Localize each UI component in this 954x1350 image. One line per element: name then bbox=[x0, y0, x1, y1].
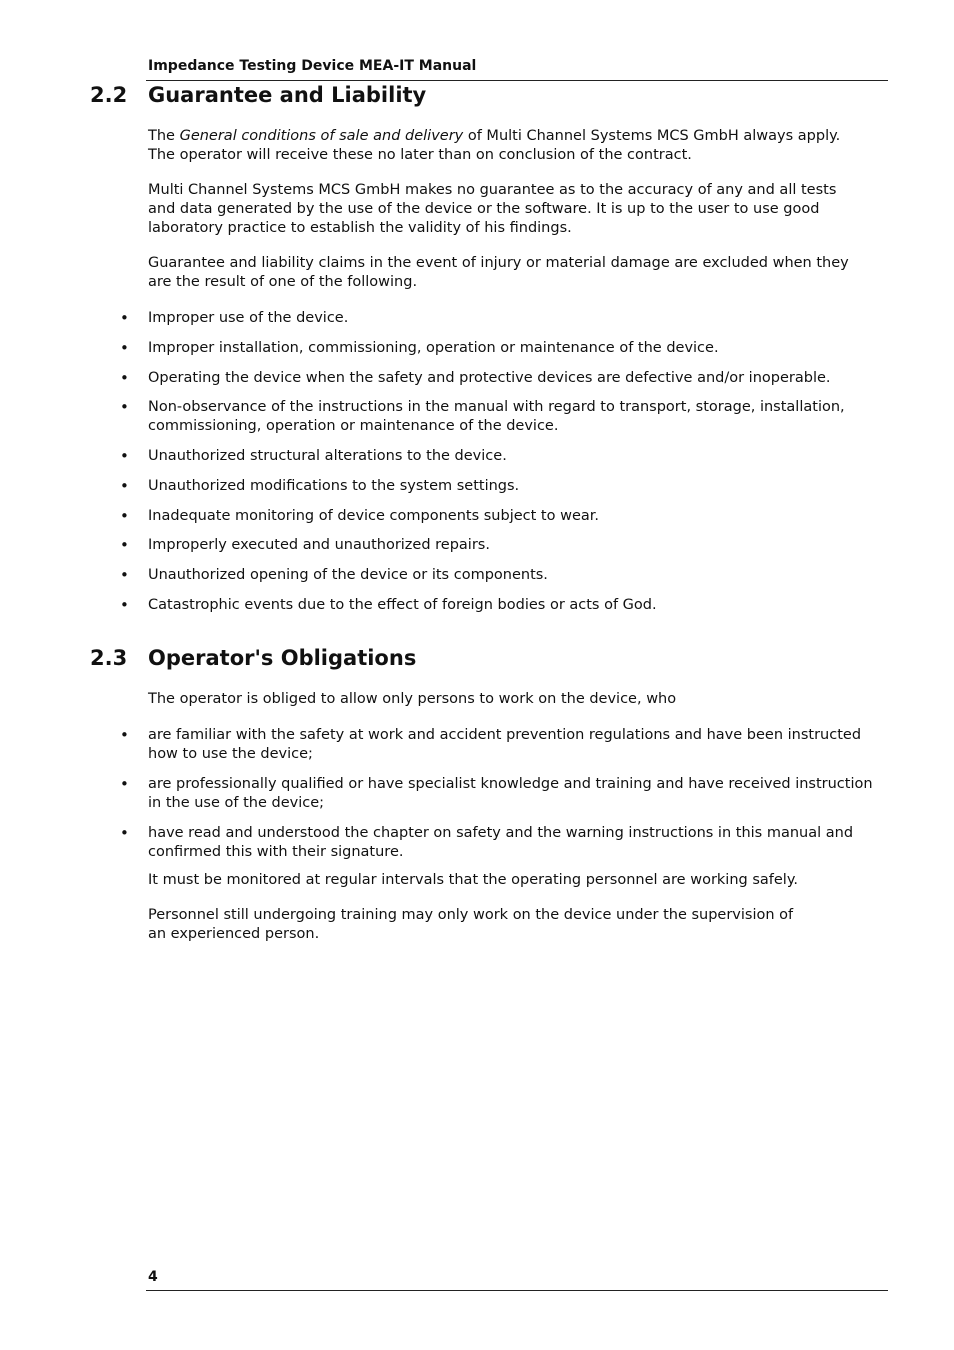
list-item: • Unauthorized structural alterations to the device. bbox=[148, 447, 878, 466]
list-item: • Catastrophic events due to the effect of foreign bodies or acts of God. bbox=[148, 596, 878, 615]
list-item: • Operating the device when the safety and protective devices are defective and/or inoperable. bbox=[148, 369, 878, 388]
header-rule bbox=[146, 80, 888, 81]
section-number: 2.2 bbox=[90, 83, 128, 107]
paragraph-no-guarantee: Multi Channel Systems MCS GmbH makes no guarantee as to the accuracy of any and all tests and data generated by the use of the device or the software. It is up to the user to use good laboratory practice to establish the validity of his findings. bbox=[148, 182, 837, 236]
section-heading-operator-obligations bbox=[90, 645, 416, 671]
list-item: • Unauthorized opening of the device or its components. bbox=[148, 566, 878, 585]
list-item: • have read and understood the chapter on safety and the warning instructions in this manual and confirmed this with their signature. bbox=[148, 824, 878, 862]
list-item: • Non-observance of the instructions in the manual with regard to transport, storage, installation, commissioning, operation or maintenance of the device. bbox=[148, 398, 878, 436]
list-item: • Inadequate monitoring of device components subject to wear. bbox=[148, 507, 878, 526]
list-item: • are familiar with the safety at work and accident prevention regulations and have been instructed how to use the device; bbox=[148, 726, 878, 764]
running-header: Impedance Testing Device MEA-IT Manual bbox=[148, 58, 477, 74]
section-title: Guarantee and Liability bbox=[148, 83, 427, 107]
list-item: • Improper installation, commissioning, operation or maintenance of the device. bbox=[148, 339, 878, 358]
text-run: The bbox=[148, 128, 180, 144]
paragraph-general-conditions bbox=[148, 127, 868, 165]
section-heading-guarantee bbox=[90, 82, 426, 108]
footer-rule bbox=[146, 1290, 888, 1291]
list-item: • Unauthorized modifications to the system settings. bbox=[148, 477, 878, 496]
section-title: Operator's Obligations bbox=[148, 646, 417, 670]
italic-document-title: General conditions of sale and delivery bbox=[179, 128, 464, 144]
text-run: of Multi Channel Systems MCS GmbH always apply. The operator will receive these no later than on conclusion of the contract. bbox=[148, 128, 841, 163]
list-item: • Improper use of the device. bbox=[148, 309, 878, 328]
section-number: 2.3 bbox=[90, 646, 128, 670]
paragraph-monitoring: It must be monitored at regular intervals that the operating personnel are working safely. bbox=[148, 872, 798, 888]
paragraph-operator-intro: The operator is obliged to allow only persons to work on the device, who bbox=[148, 691, 677, 707]
paragraph-supervision: Personnel still undergoing training may only work on the device under the supervision of an experienced person. bbox=[148, 907, 794, 942]
list-item: • are professionally qualified or have specialist knowledge and training and have received instruction in the use of the device; bbox=[148, 775, 878, 813]
page-number: 4 bbox=[148, 1269, 158, 1285]
paragraph-claims-excluded: Guarantee and liability claims in the event of injury or material damage are excluded when they are the result of one of the following. bbox=[148, 255, 849, 290]
list-item: • Improperly executed and unauthorized repairs. bbox=[148, 536, 878, 555]
